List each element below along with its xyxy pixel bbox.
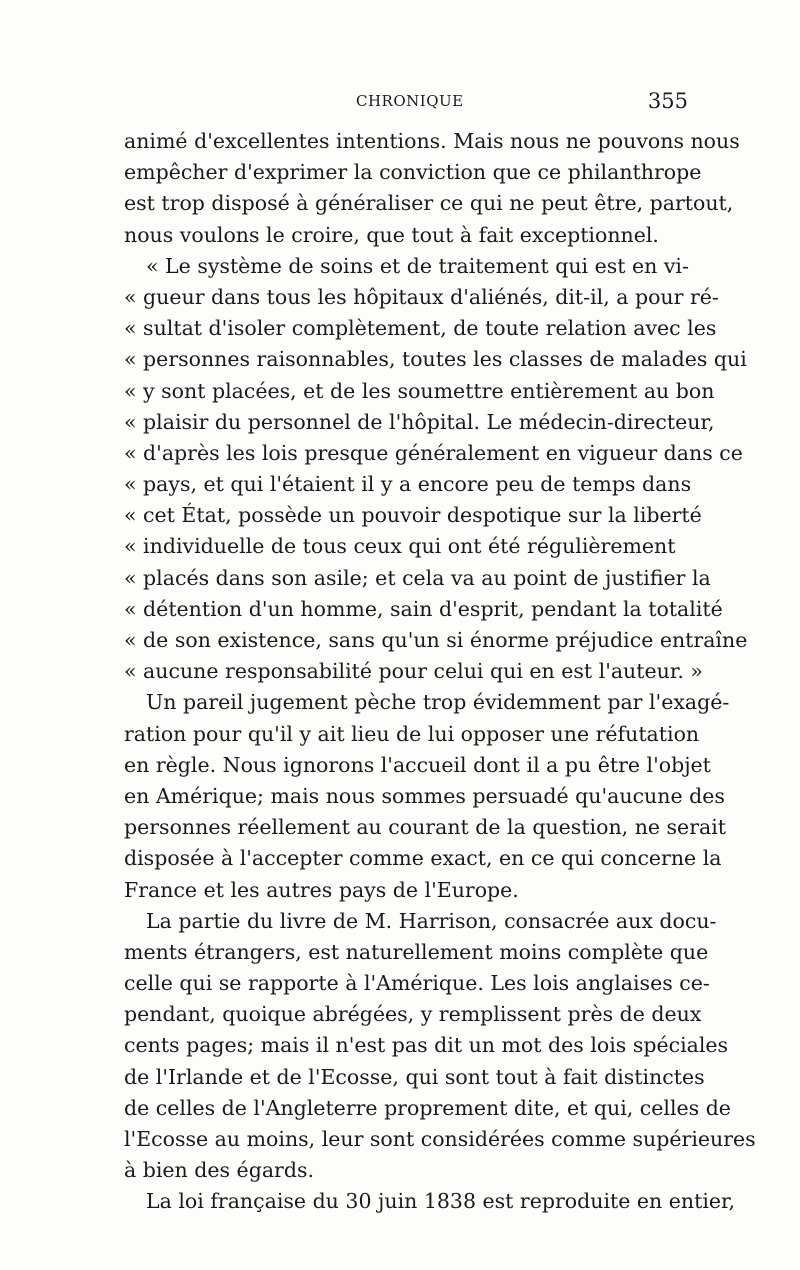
text-line: « détention d'un homme, sain d'esprit, pendant la totalité [124, 596, 723, 621]
text-line: nous voulons le croire, que tout à fait exceptionnel. [124, 222, 659, 247]
page-header [128, 89, 688, 118]
text-line: ments étrangers, est naturellement moins complète que [124, 939, 709, 964]
text-line: « d'après les lois presque généralement en vigueur dans ce [124, 440, 743, 465]
text-line: en Amérique; mais nous sommes persuadé qu'aucune des [124, 783, 725, 808]
text-line: celle qui se rapporte à l'Amérique. Les lois anglaises ce- [124, 971, 710, 996]
text-line: est trop disposé à généraliser ce qui ne peut être, partout, [124, 191, 734, 216]
text-line: « individuelle de tous ceux qui ont été régulièrement [124, 534, 676, 559]
text-line: « y sont placées, et de les soumettre entièrement au bon [124, 378, 715, 403]
text-line: La partie du livre de M. Harrison, consacrée aux docu- [146, 908, 717, 933]
text-line: « pays, et qui l'étaient il y a encore peu de temps dans [124, 472, 692, 497]
text-line: ration pour qu'il y ait lieu de lui opposer une réfutation [124, 721, 700, 746]
running-title: CHRONIQUE [356, 92, 464, 110]
text-line: pendant, quoique abrégées, y remplissent près de deux [124, 1002, 702, 1027]
text-line: « gueur dans tous les hôpitaux d'aliénés, dit-il, a pour ré- [124, 284, 719, 309]
text-line: « plaisir du personnel de l'hôpital. Le médecin-directeur, [124, 409, 715, 434]
text-line: l'Ecosse au moins, leur sont considérées comme supérieures [124, 1127, 756, 1151]
text-line: « aucune responsabilité pour celui qui en est l'auteur. » [124, 659, 703, 684]
text-line: animé d'excellentes intentions. Mais nous ne pouvons nous [124, 129, 740, 153]
body-text [124, 126, 756, 1218]
text-line: « Le système de soins et de traitement qui est en vi- [146, 253, 689, 278]
text-line: à bien des égards. [124, 1158, 314, 1183]
text-line: « sultat d'isoler complètement, de toute relation avec les [124, 316, 717, 341]
text-line: personnes réellement au courant de la question, ne serait [124, 815, 727, 840]
text-line: « placés dans son asile; et cela va au point de justifier la [124, 565, 711, 590]
text-line: « cet État, possède un pouvoir despotique sur la liberté [124, 503, 702, 528]
text-line: Un pareil jugement pèche trop évidemment par l'exagé- [146, 690, 730, 715]
text-line: de l'Irlande et de l'Ecosse, qui sont tout à fait distinctes [124, 1064, 705, 1089]
text-line: France et les autres pays de l'Europe. [124, 877, 519, 902]
text-line: La loi française du 30 juin 1838 est reproduite en entier, [146, 1189, 736, 1214]
text-line: « personnes raisonnables, toutes les classes de malades qui [124, 347, 747, 372]
page-number: 355 [647, 89, 688, 113]
text-line: de celles de l'Angleterre proprement dite, et qui, celles de [124, 1095, 731, 1120]
text-line: disposée à l'accepter comme exact, en ce qui concerne la [124, 846, 722, 871]
text-line: empêcher d'exprimer la conviction que ce philanthrope [124, 160, 702, 185]
text-line: en règle. Nous ignorons l'accueil dont il a pu être l'objet [124, 752, 711, 777]
text-line: « de son existence, sans qu'un si énorme préjudice entraîne [124, 628, 748, 652]
text-line: cents pages; mais il n'est pas dit un mot des lois spéciales [124, 1033, 729, 1058]
